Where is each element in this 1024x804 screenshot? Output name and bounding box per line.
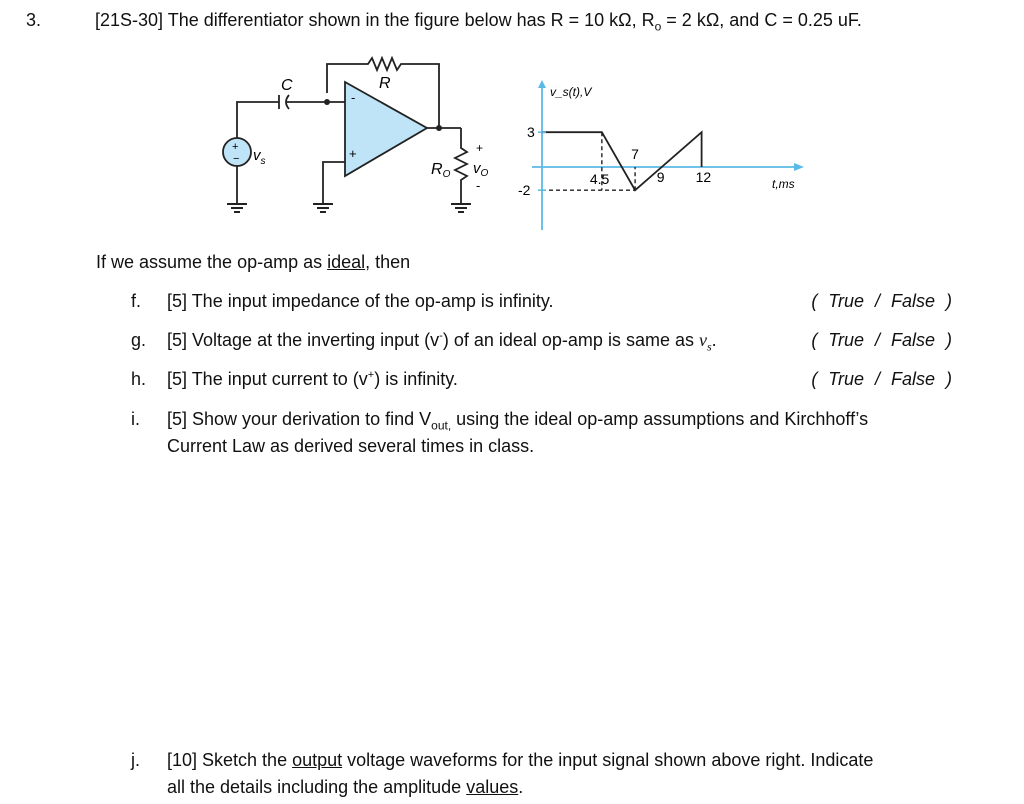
x-axis-label: t,ms: [772, 177, 795, 191]
question-j-line1: [10] Sketch the output voltage waveforms for the input signal shown above right. Indicate: [167, 750, 874, 770]
label-ro: RO: [431, 161, 451, 180]
vo-plus: +: [476, 141, 484, 155]
header-tail: = 2 kΩ, and C = 0.25 uF.: [661, 10, 862, 30]
y-tick-label: 3: [527, 124, 535, 141]
question-g-true-false[interactable]: ( True / False ): [811, 330, 952, 350]
signal-line: [542, 132, 702, 190]
op-amp-minus: -: [351, 90, 356, 105]
question-j-letter: j.: [131, 750, 140, 770]
x-tick-label: 9: [656, 169, 665, 185]
op-amp-plus: +: [349, 146, 357, 161]
output-node: [436, 125, 442, 131]
question-g-letter: g.: [131, 330, 147, 350]
input-waveform-chart: [508, 76, 808, 236]
intro-line: [96, 252, 410, 273]
question-i-line1: [5] Show your derivation to find $V_{out,}$ using the ideal op-amp assumptions and Kirchhoff’s: [167, 409, 869, 433]
differentiator-circuit: [205, 52, 505, 222]
label-vo: $v_O$: [473, 160, 489, 179]
x-tick-label: 12: [695, 169, 712, 185]
question-i-letter: i.: [131, 409, 140, 429]
y-tick-label: -2: [518, 182, 531, 199]
label-r: R: [379, 75, 391, 92]
header-text: [21S-30] The differentiator shown in the figure below has R = 10 kΩ, R: [95, 10, 655, 30]
intro-ideal: ideal: [327, 252, 366, 272]
question-j-line2: all the details including the amplitude values.: [167, 777, 524, 797]
intro-after: , then: [365, 252, 411, 272]
label-c: C: [281, 77, 293, 94]
question-h-letter: h.: [131, 369, 147, 389]
question-g-text: [5] Voltage at the inverting input (v-) of an ideal op-amp is same as $v_s$.: [167, 330, 717, 354]
y-axis-arrow: [538, 80, 546, 88]
x-axis-arrow: [794, 163, 804, 171]
question-h-true-false[interactable]: ( True / False ): [811, 369, 952, 389]
problem-number: 3.: [26, 10, 42, 30]
source-minus: −: [233, 153, 240, 165]
intro-before: If we assume the op-amp as: [96, 252, 328, 272]
op-amp: [345, 82, 427, 176]
junction-node: [324, 99, 330, 105]
vo-minus: -: [476, 178, 481, 193]
y-axis-label: v_s(t),V: [550, 85, 592, 99]
problem-header: [95, 10, 862, 34]
question-f-letter: f.: [131, 291, 142, 311]
question-i-line2: Current Law as derived several times in class.: [167, 436, 535, 456]
question-h-text: [5] The input current to (v+) is infinity.: [167, 369, 458, 389]
header-sub: o: [654, 19, 662, 34]
question-f-text: [5] The input impedance of the op-amp is infinity.: [167, 291, 554, 311]
x-tick-label: 4.5: [589, 171, 610, 187]
load-resistor: [455, 128, 467, 204]
x-tick-label: 7: [631, 146, 639, 162]
source-plus: +: [232, 141, 239, 153]
label-vs: $v_s$: [253, 147, 266, 167]
dashed-guides: [542, 132, 635, 190]
question-f-true-false[interactable]: ( True / False ): [811, 291, 952, 311]
